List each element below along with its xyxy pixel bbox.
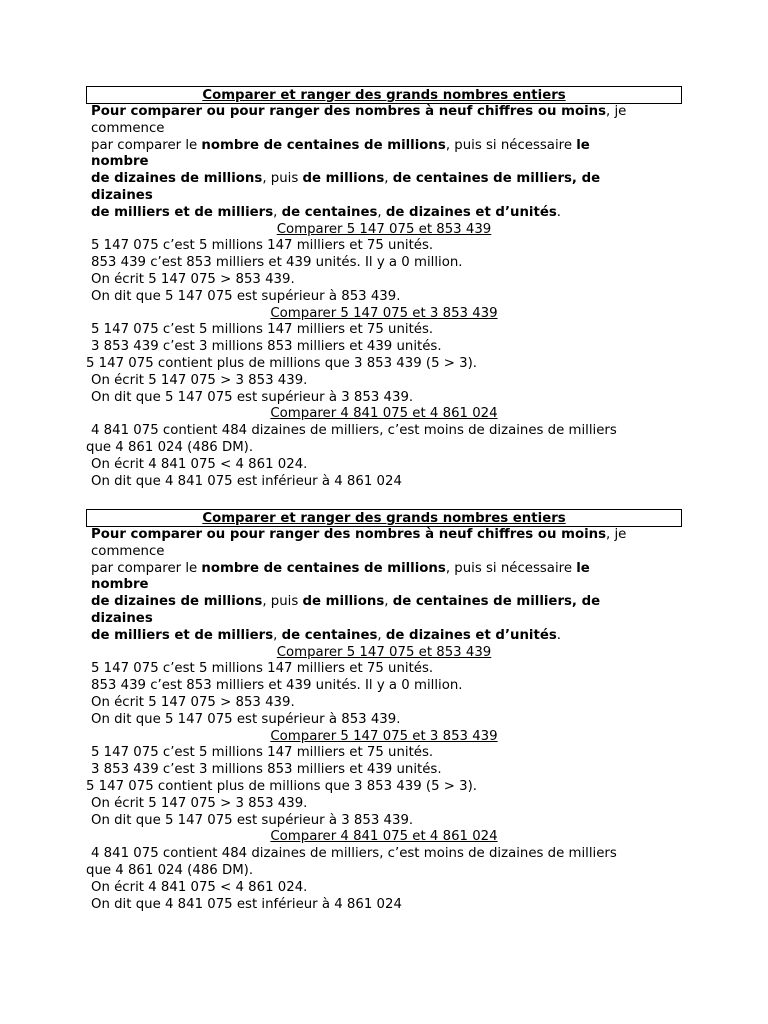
section-heading: Comparer 5 147 075 et 3 853 439 <box>270 305 498 321</box>
example-line: On dit que 4 841 075 est inférieur à 4 861 024 <box>91 473 402 489</box>
section-heading: Comparer 5 147 075 et 853 439 <box>276 221 492 237</box>
rule-line-4: nombre <box>91 154 149 170</box>
rule-line-2: commence <box>91 120 165 136</box>
rule-line-7: de milliers et de milliers, de centaines, de dizaines et d’unités. <box>91 627 562 643</box>
lesson-title: Comparer et ranger des grands nombres entiers <box>86 509 682 527</box>
example-line: 5 147 075 c’est 5 millions 147 milliers et 75 unités. <box>91 661 434 677</box>
example-line: On dit que 5 147 075 est supérieur à 3 853 439. <box>91 389 414 405</box>
rule-line-2: commence <box>91 543 165 559</box>
rule-line-6: dizaines <box>91 187 153 203</box>
example-line: On dit que 5 147 075 est supérieur à 3 853 439. <box>91 812 414 828</box>
example-line: 5 147 075 c’est 5 millions 147 milliers et 75 unités. <box>91 322 434 338</box>
example-line: 853 439 c’est 853 milliers et 439 unités. Il y a 0 million. <box>91 255 463 271</box>
example-line: On écrit 5 147 075 > 3 853 439. <box>91 795 308 811</box>
rule-line-7: de milliers et de milliers, de centaines, de dizaines et d’unités. <box>91 204 562 220</box>
example-line: On écrit 5 147 075 > 853 439. <box>91 694 295 710</box>
rule-line-1: Pour comparer ou pour ranger des nombres à neuf chiffres ou moins, je <box>91 527 627 542</box>
example-line: 3 853 439 c’est 3 millions 853 milliers et 439 unités. <box>91 339 442 355</box>
example-line: 4 841 075 contient 484 dizaines de milliers, c’est moins de dizaines de milliers <box>91 846 617 862</box>
rule-line-3: par comparer le nombre de centaines de millions, puis si nécessaire le <box>91 560 590 576</box>
section-heading: Comparer 5 147 075 et 3 853 439 <box>270 728 498 744</box>
rule-line-1: Pour comparer ou pour ranger des nombres à neuf chiffres ou moins, je <box>91 104 627 119</box>
example-line: On écrit 4 841 075 < 4 861 024. <box>91 456 308 472</box>
example-line: On écrit 5 147 075 > 3 853 439. <box>91 372 308 388</box>
example-line: On dit que 5 147 075 est supérieur à 853 439. <box>91 288 401 304</box>
rule-line-5: de dizaines de millions, puis de millions, de centaines de milliers, de <box>91 594 601 610</box>
example-line: On dit que 4 841 075 est inférieur à 4 861 024 <box>91 896 402 912</box>
rule-line-6: dizaines <box>91 610 153 626</box>
rule-line-3: par comparer le nombre de centaines de millions, puis si nécessaire le <box>91 137 590 153</box>
rule-line-4: nombre <box>91 577 149 593</box>
rule-line-5: de dizaines de millions, puis de millions, de centaines de milliers, de <box>91 171 601 187</box>
example-line: que 4 861 024 (486 DM). <box>86 862 254 878</box>
lesson-block-2 <box>86 509 682 913</box>
section-heading: Comparer 4 841 075 et 4 861 024 <box>270 406 498 422</box>
example-line: 4 841 075 contient 484 dizaines de milliers, c’est moins de dizaines de milliers <box>91 423 617 439</box>
example-line: 3 853 439 c’est 3 millions 853 milliers et 439 unités. <box>91 762 442 778</box>
example-line: que 4 861 024 (486 DM). <box>86 439 254 455</box>
lesson-title: Comparer et ranger des grands nombres entiers <box>86 86 682 104</box>
example-line: On écrit 5 147 075 > 853 439. <box>91 271 295 287</box>
lesson-block-1 <box>86 86 682 490</box>
section-heading: Comparer 5 147 075 et 853 439 <box>276 644 492 660</box>
example-line: 5 147 075 c’est 5 millions 147 milliers et 75 unités. <box>91 238 434 254</box>
example-line: On dit que 5 147 075 est supérieur à 853 439. <box>91 711 401 727</box>
example-line: 5 147 075 contient plus de millions que 3 853 439 (5 > 3). <box>86 355 478 371</box>
section-heading: Comparer 4 841 075 et 4 861 024 <box>270 829 498 845</box>
example-line: 5 147 075 contient plus de millions que 3 853 439 (5 > 3). <box>86 778 478 794</box>
example-line: 5 147 075 c’est 5 millions 147 milliers et 75 unités. <box>91 745 434 761</box>
example-line: 853 439 c’est 853 milliers et 439 unités. Il y a 0 million. <box>91 678 463 694</box>
example-line: On écrit 4 841 075 < 4 861 024. <box>91 879 308 895</box>
